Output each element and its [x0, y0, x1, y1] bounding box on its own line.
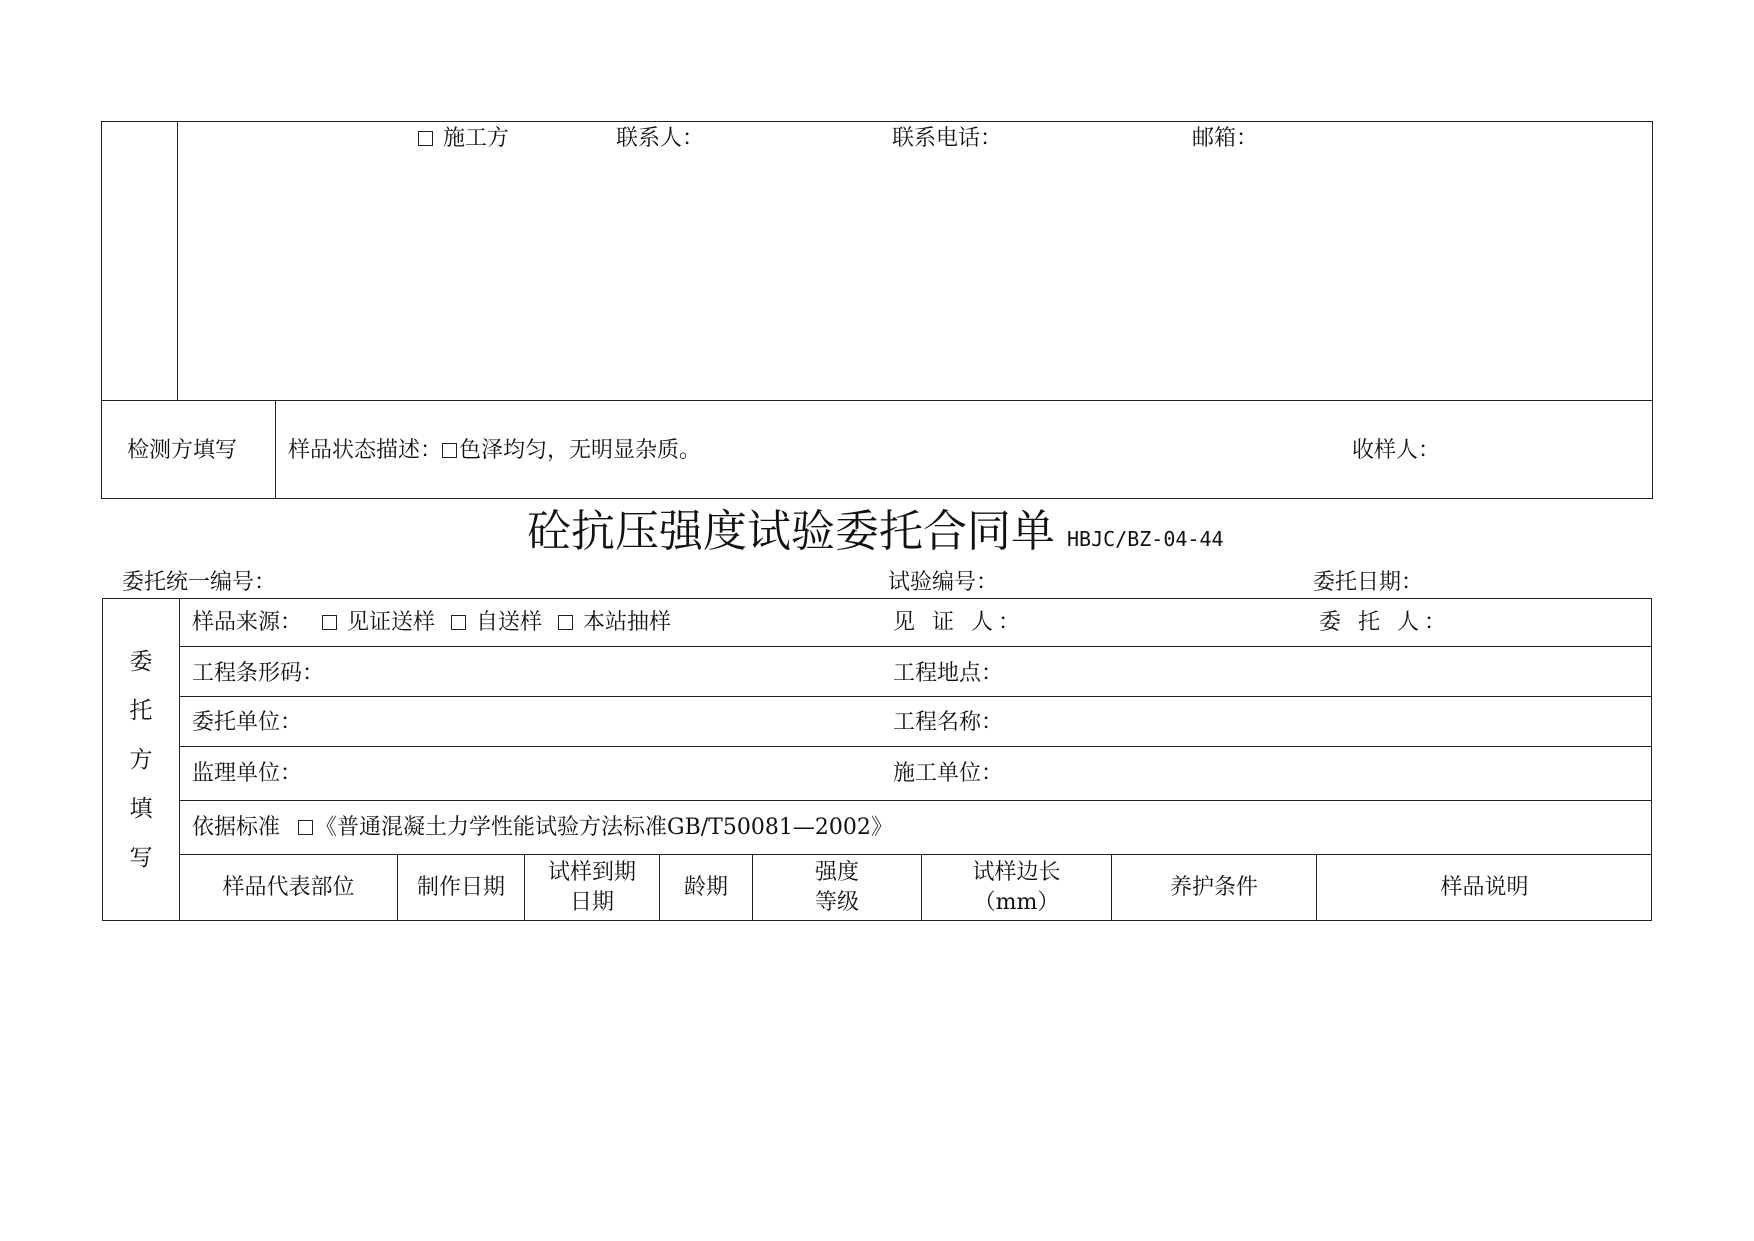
- col-header-sample-note: 样品说明: [1440, 875, 1529, 900]
- standard-field: [192, 815, 893, 841]
- col-header-curing: 养护条件: [1169, 875, 1258, 900]
- sample-state-option: 色泽均匀，无明显杂质。: [459, 438, 702, 463]
- contact-label: 联系人：: [616, 126, 705, 151]
- site-label: 工程地点：: [893, 661, 1004, 686]
- col-header-due-date: 试样到期 日期: [547, 860, 636, 915]
- client-label: 委 托 人：: [1319, 610, 1451, 635]
- standard-option: 《普通混凝土力学性能试验方法标准GB/T50081—2002》: [315, 815, 893, 840]
- source-option-checkbox[interactable]: [451, 615, 466, 630]
- col-header-strength-grade: 强度 等级: [814, 860, 859, 915]
- col-header-age: 龄期: [683, 875, 728, 900]
- project-name-label: 工程名称：: [893, 710, 1004, 735]
- side-char: 托: [129, 698, 153, 724]
- side-char: 填: [129, 796, 153, 822]
- source-option-label: 见证送样: [347, 610, 436, 635]
- row-divider-3: [179, 746, 1652, 747]
- row-divider-4: [179, 800, 1652, 801]
- side-char: 方: [129, 747, 153, 773]
- source-option-checkbox[interactable]: [558, 615, 573, 630]
- sample-state-field: [288, 438, 701, 464]
- supervisor-label: 监理单位：: [192, 761, 303, 786]
- form-code: HBJC/BZ-04-44: [1067, 527, 1224, 551]
- side-char: 写: [129, 845, 153, 871]
- source-option-label: 本站抽样: [583, 610, 672, 635]
- source-option-label: 自送样: [476, 610, 543, 635]
- col-header-side-length: 试样边长 （mm）: [972, 860, 1061, 915]
- lab-fill-label: 检测方填写: [127, 438, 238, 463]
- sample-source-label: 样品来源：: [192, 610, 303, 635]
- sample-state-label: 样品状态描述：: [288, 438, 443, 463]
- receiver-label: 收样人：: [1352, 438, 1441, 463]
- sample-source-field: [192, 610, 671, 636]
- top-row-divider: [101, 400, 1653, 401]
- contractor-unit-label: 施工单位：: [893, 761, 1004, 786]
- sample-state-checkbox[interactable]: [442, 443, 457, 458]
- page-title: 砼抗压强度试验委托合同单: [527, 506, 1055, 557]
- row-divider-2: [179, 696, 1652, 697]
- source-option-checkbox[interactable]: [322, 615, 337, 630]
- contractor-checkbox[interactable]: [418, 131, 433, 146]
- barcode-label: 工程条形码：: [192, 661, 325, 686]
- col-header-make-date: 制作日期: [416, 875, 505, 900]
- client-fill-label: [121, 638, 161, 883]
- contractor-option[interactable]: 施工方: [418, 126, 509, 152]
- test-no-label: 试验编号：: [888, 570, 999, 595]
- side-char: 委: [129, 649, 153, 675]
- col-header-sample-location: 样品代表部位: [222, 875, 355, 900]
- date-label: 委托日期：: [1313, 570, 1424, 595]
- top-left-divider: [177, 121, 178, 401]
- client-unit-label: 委托单位：: [192, 710, 303, 735]
- lab-label-divider: [275, 400, 276, 499]
- standard-checkbox[interactable]: [298, 820, 313, 835]
- phone-label: 联系电话：: [892, 126, 1003, 151]
- unified-no-label: 委托统一编号：: [122, 570, 277, 595]
- form-title-line: [527, 506, 1224, 565]
- standard-label: 依据标准: [192, 815, 281, 840]
- row-divider-1: [179, 646, 1652, 647]
- witness-label: 见 证 人：: [893, 610, 1025, 635]
- email-label: 邮箱：: [1192, 126, 1259, 151]
